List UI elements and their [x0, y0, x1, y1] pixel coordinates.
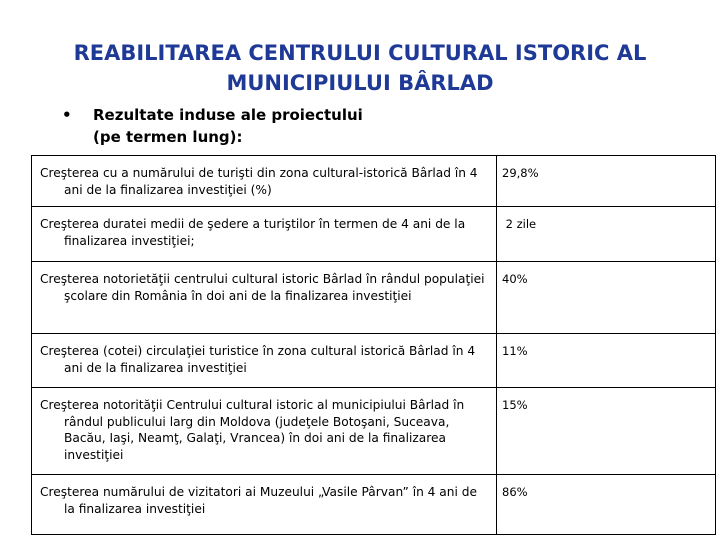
value-cell [497, 156, 716, 207]
value-cell [497, 334, 716, 388]
value-text: 15% [502, 398, 528, 412]
description-cell [32, 207, 497, 262]
value-cell [497, 207, 716, 262]
value-text: 2 zile [502, 217, 537, 231]
description-text: Creşterea duratei medii de şedere a turiştilor în termen de 4 ani de la finalizarea investiţiei; [40, 217, 466, 248]
description-cell [32, 388, 497, 475]
description-text: Creşterea cu a numărului de turişti din zona cultural-istorică Bârlad în 4 ani de la finalizarea investiţiei (%) [40, 166, 478, 197]
description-cell [32, 262, 497, 334]
table-row [32, 207, 716, 262]
value-text: 11% [502, 344, 528, 358]
description-text: Creşterea notorităţii Centrului cultural istoric al municipiului Bârlad în rândul publicului larg din Moldova (judeţele Botoşani, Suceava, Bacău, Iaşi, Neamţ, Galaţi, Vrancea) în doi ani de la finalizarea investiţiei [40, 398, 465, 462]
bullet-text-line-1: Rezultate induse ale proiectului [93, 106, 363, 124]
description-cell [32, 156, 497, 207]
bullet-text-line-2: (pe termen lung): [93, 128, 243, 146]
table-row [32, 156, 716, 207]
description-cell [32, 475, 497, 535]
table-row [32, 334, 716, 388]
slide-title [60, 38, 660, 98]
value-cell [497, 262, 716, 334]
description-text: Creşterea numărului de vizitatori ai Muzeului „Vasile Pârvan” în 4 ani de la finalizarea investiţiei [40, 485, 477, 516]
bullet-text [93, 104, 483, 148]
value-text: 40% [502, 272, 528, 286]
table-row [32, 475, 716, 535]
slide-title-line-2: MUNICIPIULUI BÂRLAD [226, 71, 494, 95]
value-text: 86% [502, 485, 528, 499]
value-text: 29,8% [502, 166, 539, 180]
value-cell [497, 388, 716, 475]
bullet-icon: • [62, 106, 72, 124]
results-table [31, 155, 716, 535]
description-cell [32, 334, 497, 388]
description-text: Creşterea notorietăţii centrului cultural istoric Bârlad în rândul populaţiei şcolare din România în doi ani de la finalizarea investiţiei [40, 272, 485, 303]
table-row [32, 388, 716, 475]
description-text: Creşterea (cotei) circulaţiei turistice în zona cultural istorică Bârlad în 4 ani de la finalizarea investiţiei [40, 344, 476, 375]
table-row [32, 262, 716, 334]
value-cell [497, 475, 716, 535]
slide-title-line-1: REABILITAREA CENTRULUI CULTURAL ISTORIC AL [73, 41, 647, 65]
